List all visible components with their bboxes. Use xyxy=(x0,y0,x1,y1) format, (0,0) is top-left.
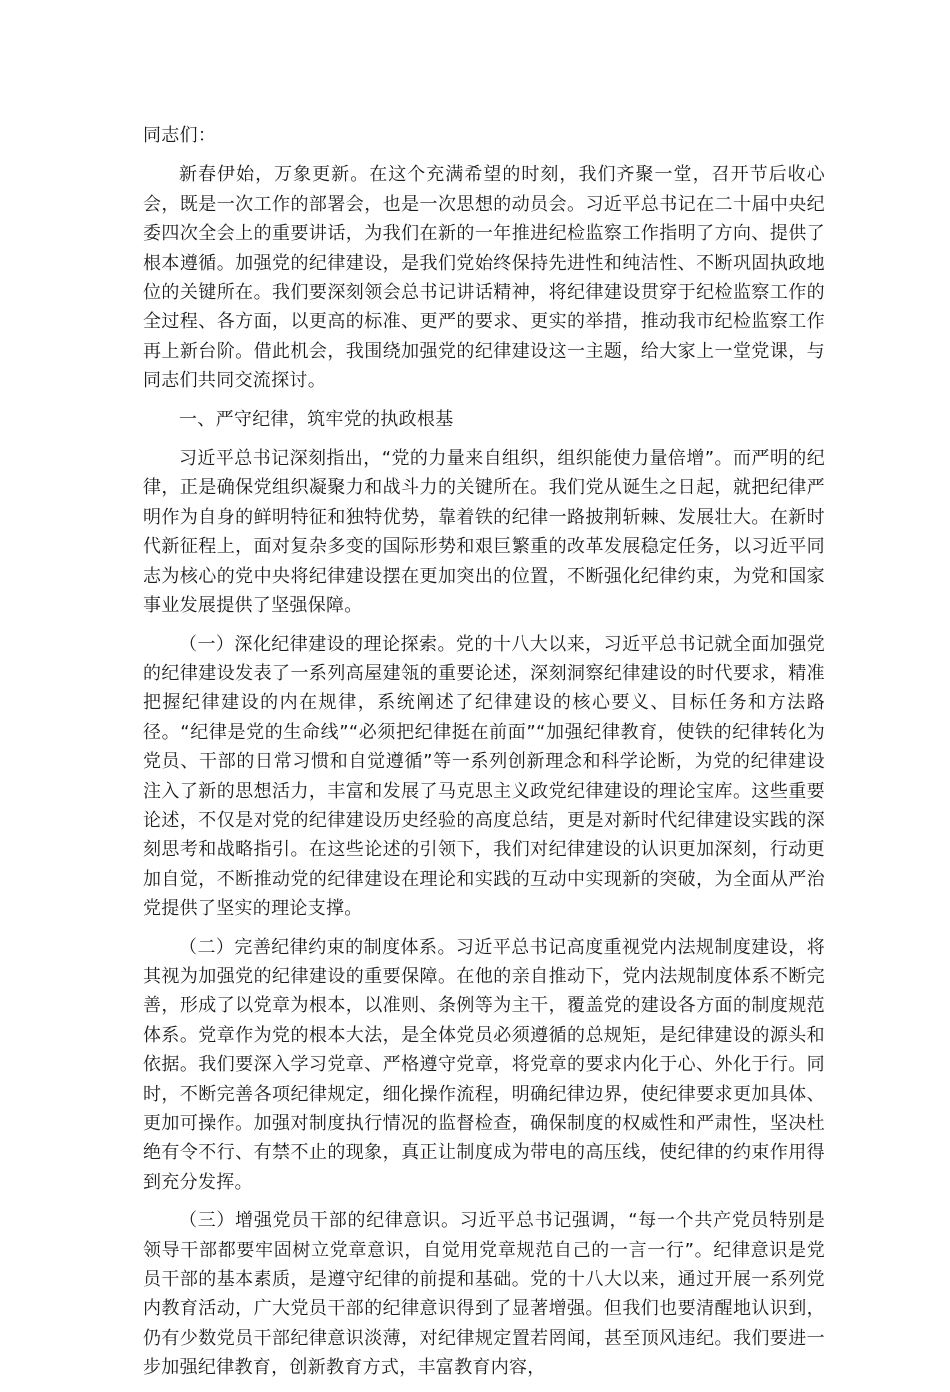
point-one-paragraph: （一）深化纪律建设的理论探索。党的十八大以来，习近平总书记就全面加强党的纪律建设发表了一系列高屋建瓴的重要论述，深刻洞察纪律建设的时代要求，精准把握纪律建设的内在规律，系统阐述了纪律建设的核心要义、目标任务和方法路径。“纪律是党的生命线”“必须把纪律挺在前面”“加强纪律教育，使铁的纪律转化为党员、干部的日常习惯和自觉遵循”等一系列创新理念和科学论断，为党的纪律建设注入了新的思想活力，丰富和发展了马克思主义政党纪律建设的理论宝库。这些重要论述，不仅是对党的纪律建设历史经验的高度总结，更是对新时代纪律建设实践的深刻思考和战略指引。在这些论述的引领下，我们对纪律建设的认识更加深刻，行动更加自觉，不断推动党的纪律建设在理论和实践的互动中实现新的突破，为全面从严治党提供了坚实的理论支撑。 xyxy=(143,633,825,920)
section-heading: 一、严守纪律，筑牢党的执政根基 xyxy=(179,408,454,430)
intro-paragraph: 新春伊始，万象更新。在这个充满希望的时刻，我们齐聚一堂，召开节后收心会，既是一次工作的部署会，也是一次思想的动员会。习近平总书记在二十届中央纪委四次全会上的重要讲话，为我们在新的一年推进纪检监察工作指明了方向、提供了根本遵循。加强党的纪律建设，是我们党始终保持先进性和纯洁性、不断巩固执政地位的关键所在。我们要深刻领会总书记讲话精神，将纪律建设贯穿于纪检监察工作的全过程、各方面，以更高的标准、更严的要求、更实的举措，推动我市纪检监察工作再上新台阶。借此机会，我围绕加强党的纪律建设这一主题，给大家上一堂党课，与同志们共同交流探讨。 xyxy=(143,164,825,392)
section-intro-paragraph: 习近平总书记深刻指出，“党的力量来自组织，组织能使力量倍增”。而严明的纪律，正是确保党组织凝聚力和战斗力的关键所在。我们党从诞生之日起，就把纪律严明作为自身的鲜明特征和独特优势，靠着铁的纪律一路披荆斩棘、发展壮大。在新时代新征程上，面对复杂多变的国际形势和艰巨繁重的改革发展稳定任务，以习近平同志为核心的党中央将纪律建设摆在更加突出的位置，不断强化纪律约束，为党和国家事业发展提供了坚强保障。 xyxy=(143,448,825,617)
salutation: 同志们： xyxy=(143,125,217,146)
document-body xyxy=(143,121,825,1392)
point-two-paragraph: （二）完善纪律约束的制度体系。习近平总书记高度重视党内法规制度建设，将其视为加强党的纪律建设的重要保障。在他的亲自推动下，党内法规制度体系不断完善，形成了以党章为根本，以准则、条例等为主干，覆盖党的建设各方面的制度规范体系。党章作为党的根本大法，是全体党员必须遵循的总规矩，是纪律建设的源头和依据。我们要深入学习党章、严格遵守党章，将党章的要求内化于心、外化于行。同时，不断完善各项纪律规定，细化操作流程，明确纪律边界，使纪律要求更加具体、更加可操作。加强对制度执行情况的监督检查，确保制度的权威性和严肃性，坚决杜绝有令不行、有禁不止的现象，真正让制度成为带电的高压线，使纪律的约束作用得到充分发挥。 xyxy=(143,936,825,1193)
point-three-paragraph: （三）增强党员干部的纪律意识。习近平总书记强调，“每一个共产党员特别是领导干部都要牢固树立党章意识，自觉用党章规范自己的一言一行”。纪律意识是党员干部的基本素质，是遵守纪律的前提和基础。党的十八大以来，通过开展一系列党内教育活动，广大党员干部的纪律意识得到了显著增强。但我们也要清醒地认识到，仍有少数党员干部纪律意识淡薄，对纪律规定置若罔闻，甚至顶风违纪。我们要进一步加强纪律教育，创新教育方式，丰富教育内容， xyxy=(143,1210,825,1379)
